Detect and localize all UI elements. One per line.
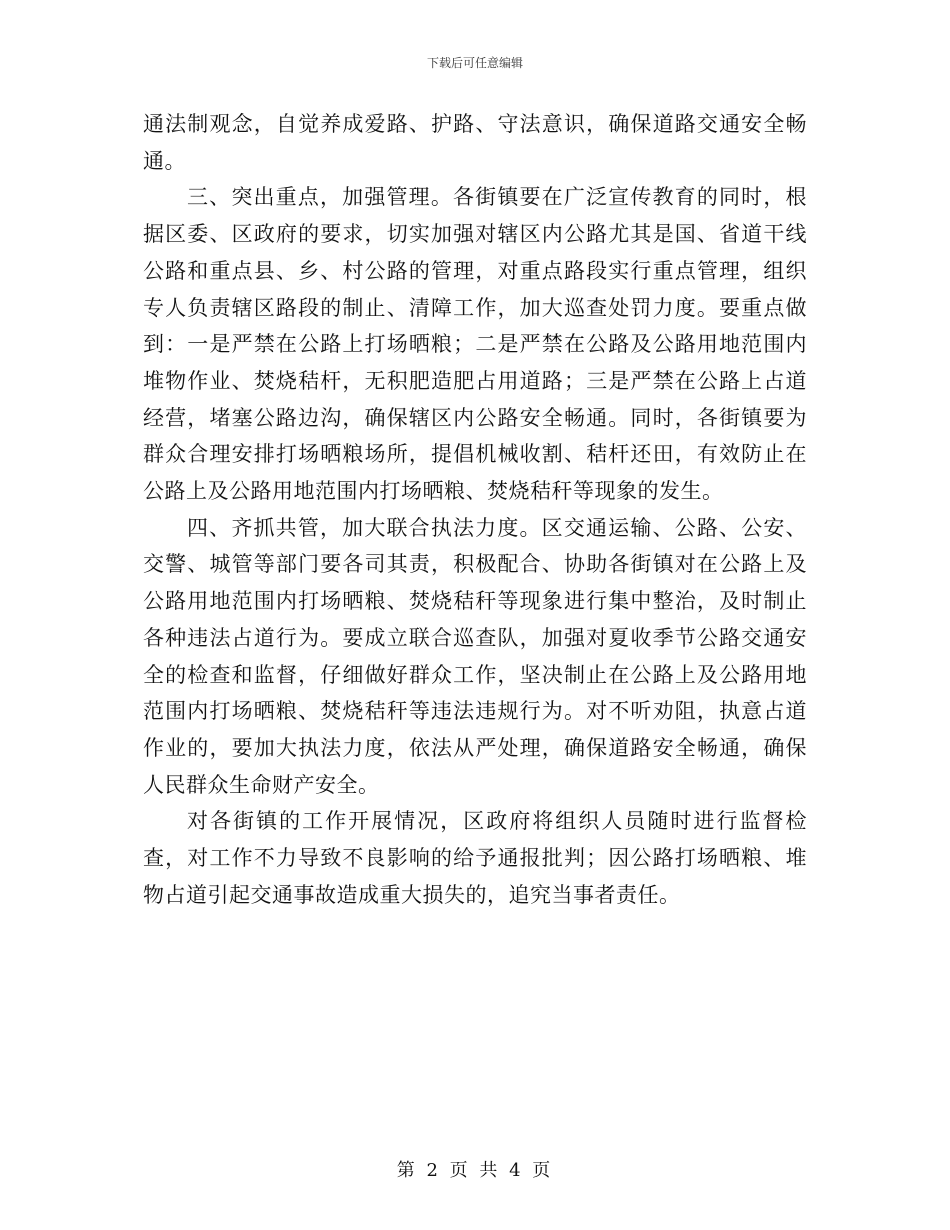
paragraph-continuation: 通法制观念，自觉养成爱路、护路、守法意识，确保道路交通安全畅通。 [143,112,807,173]
page-number: 第 2 页 共 4 页 [396,1160,554,1181]
document-body [143,106,807,913]
paragraph-section-three: 三、突出重点，加强管理。各街镇要在广泛宣传教育的同时，根据区委、区政府的要求，切实加强对辖区内公路尤其是国、省道干线公路和重点县、乡、村公路的管理，对重点路段实行重点管理，组织专人负责辖区路段的制止、清障工作，加大巡查处罚力度。要重点做到：一是严禁在公路上打场晒粮；二是严禁在公路及公路用地范围内堆物作业、焚烧秸杆，无积肥造肥占用道路；三是严禁在公路上占道经营，堵塞公路边沟，确保辖区内公路安全畅通。同时，各街镇要为群众合理安排打场晒粮场所，提倡机械收割、秸杆还田，有效防止在公路上及公路用地范围内打场晒粮、焚烧秸秆等现象的发生。 [143,185,807,504]
paragraph-closing: 对各街镇的工作开展情况，区政府将组织人员随时进行监督检查，对工作不力导致不良影响的给予通报批判；因公路打场晒粮、堆物占道引起交通事故造成重大损失的，追究当事者责任。 [143,809,807,907]
page-header: 下载后可任意编辑 [426,56,523,70]
paragraph-section-four: 四、齐抓共管，加大联合执法力度。区交通运输、公路、公安、交警、城管等部门要各司其责，积极配合、协助各街镇对在公路上及公路用地范围内打场晒粮、焚烧秸秆等现象进行集中整治，及时制止各种违法占道行为。要成立联合巡查队，加强对夏收季节公路交通安全的检查和监督，仔细做好群众工作，坚决制止在公路上及公路用地范围内打场晒粮、焚烧秸秆等违法违规行为。对不听劝阻，执意占道作业的，要加大执法力度，依法从严处理，确保道路安全畅通，确保人民群众生命财产安全。 [143,515,807,797]
